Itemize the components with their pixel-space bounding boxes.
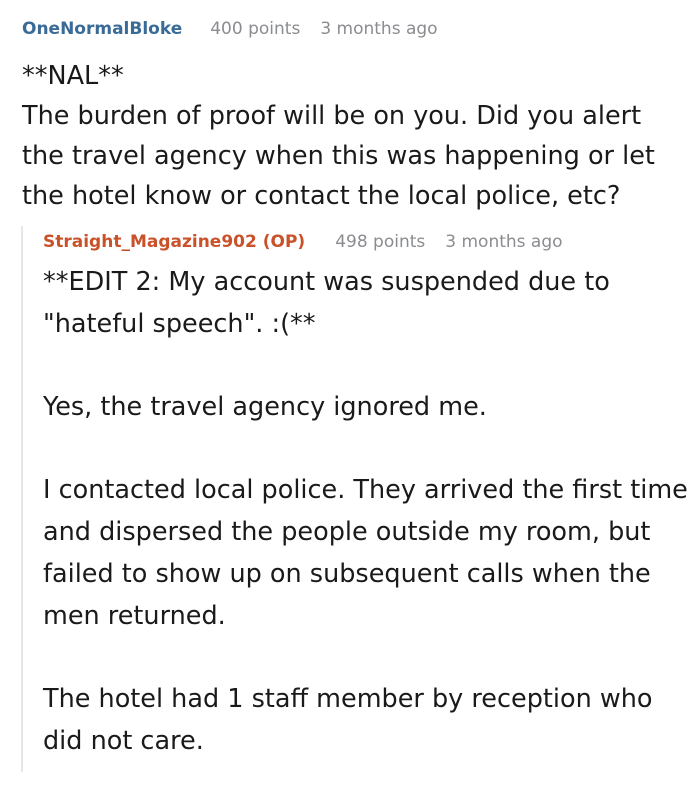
comment-paragraph: The hotel had 1 staff member by reception who did not care.: [43, 683, 653, 756]
comment-username[interactable]: OneNormalBloke: [22, 19, 183, 39]
comment-paragraph: **EDIT 2: My account was suspended due to "hateful speech". :(**: [43, 267, 610, 339]
comment-paragraph: The burden of proof will be on you. Did you alert the travel agency when this was happening or let the hotel know or contact the local police, etc?: [22, 101, 655, 211]
comment-points: 498 points: [335, 232, 426, 252]
comment-meta: [22, 19, 690, 41]
comment-body: [43, 262, 690, 762]
comment-timestamp: 3 months ago: [445, 232, 563, 252]
comment-timestamp: 3 months ago: [320, 19, 438, 39]
thread-line[interactable]: [21, 226, 23, 772]
comment-meta: [43, 232, 690, 254]
comment-onenormalbloke: [22, 0, 690, 216]
comment-points: 400 points: [210, 19, 301, 39]
comment-paragraph: I contacted local police. They arrived the first time and dispersed the people outside my room, but failed to show up on subsequent calls when the men returned.: [43, 475, 688, 631]
comment-paragraph: **NAL**: [22, 61, 124, 91]
comment-username[interactable]: Straight_Magazine902 (OP): [43, 232, 306, 252]
comment-body: [22, 56, 690, 216]
comment-paragraph: Yes, the travel agency ignored me.: [43, 392, 487, 423]
comment-op-reply: [43, 232, 690, 804]
